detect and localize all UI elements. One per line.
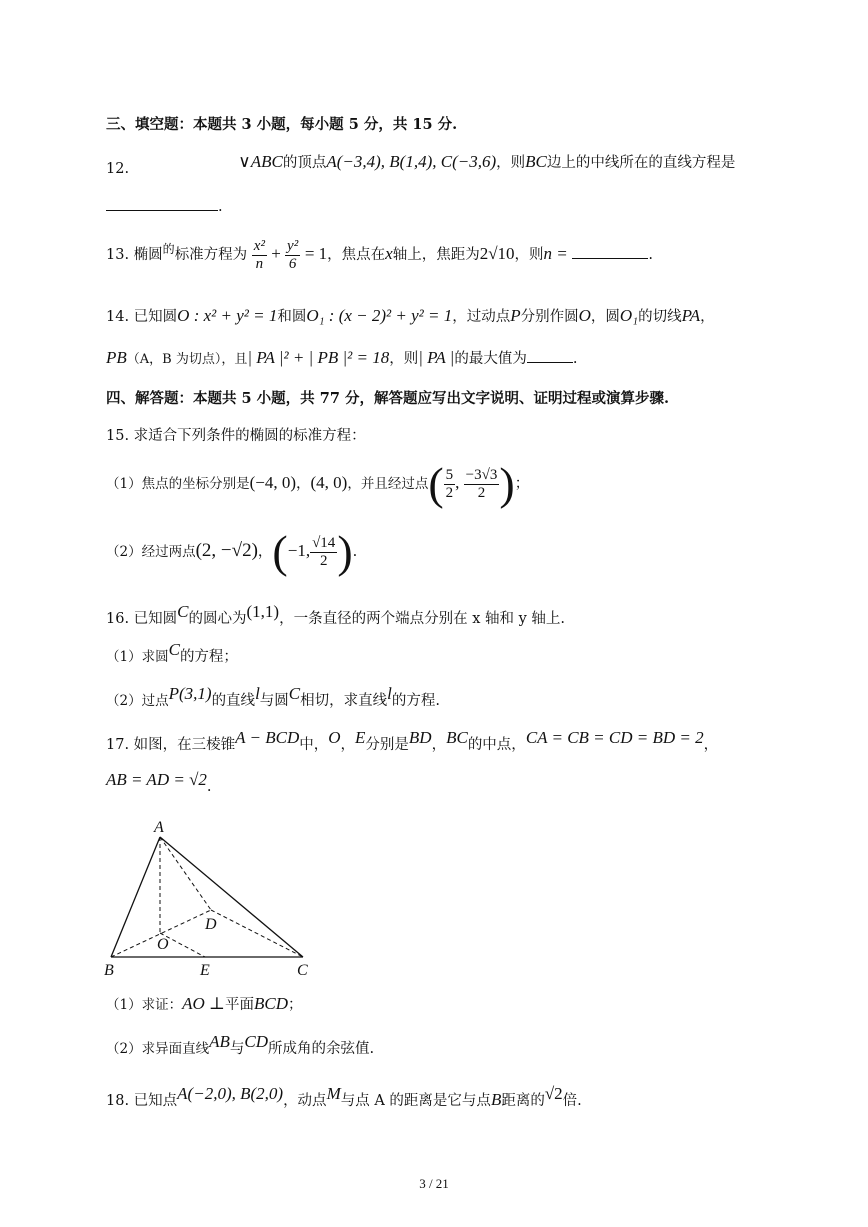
q14-text-4: 分别作圆: [520, 309, 579, 325]
q17-p2-text-a: （2）求异面直线: [106, 1041, 210, 1057]
q17-p2-text-b: 与: [229, 1041, 245, 1057]
q18-text-3: 与点 A 的距离是它与点: [340, 1093, 491, 1109]
q17-p1-end: ；: [288, 997, 303, 1013]
q15-number: 15.: [106, 428, 130, 444]
q16-p1-c: C: [168, 640, 180, 659]
q17-part-2: [106, 1032, 375, 1059]
q15-p1-text-b: ，并且经过点: [347, 476, 429, 492]
q15-p2-text-a: （2）经过两点: [106, 544, 196, 560]
q17-bc: BC: [446, 728, 468, 747]
label-d: D: [205, 916, 217, 933]
q17-cd: CD: [244, 1032, 268, 1051]
q13-focal: 2√10: [479, 244, 515, 263]
q15-focus-2: (4, 0): [310, 473, 348, 492]
q14-pa: PA: [681, 306, 701, 325]
q16-p2-text-a: （2）过点: [106, 693, 169, 709]
q17-p1-bcd: BCD: [254, 994, 288, 1013]
q18-ratio: √2: [544, 1084, 563, 1103]
q17-solid: A − BCD: [235, 728, 300, 747]
q16-part-1: [106, 640, 238, 667]
q16-text-1: 已知圆: [133, 611, 178, 627]
q16-text-3: ，一条直径的两个端点分别在 x 轴和 y 轴上.: [279, 611, 566, 627]
q14-p: P: [510, 306, 521, 325]
edge-cd: [211, 910, 303, 957]
q17-eq-2: AB = AD = √2: [106, 770, 207, 789]
question-17: [106, 728, 719, 755]
q17-text-3: 分别是: [365, 737, 409, 753]
label-e: E: [200, 962, 210, 979]
q12-text-2: ，则: [496, 155, 526, 171]
q15-point-y: $\frac{-3√3}{2}$: [465, 466, 498, 501]
q18-text-1: 已知点: [133, 1093, 178, 1109]
q14-condition: | PA |² + | PB |² = 18: [247, 348, 390, 367]
q17-o: O: [328, 728, 341, 747]
q13-fraction-y: $\frac{\text{y²}}{6}$: [287, 237, 299, 272]
q14-pb: PB: [106, 348, 127, 367]
q12-end: .: [218, 199, 223, 215]
q15-text-1: 求适合下列条件的椭圆的标准方程：: [133, 428, 366, 444]
q18-text-2: ，动点: [283, 1093, 327, 1109]
edge-ab: [111, 837, 160, 957]
label-o: O: [157, 936, 169, 953]
q13-text-5: ，则: [514, 247, 544, 263]
q17-p1-text-a: （1）求证：: [106, 997, 183, 1013]
q14-text-6: 的切线: [638, 309, 682, 325]
q18-m: M: [326, 1084, 341, 1103]
q13-text-4: 轴上，焦距为: [392, 247, 480, 263]
q18-points: A(−2,0), B(2,0): [177, 1084, 284, 1103]
q16-p2-c: C: [288, 684, 301, 703]
q14-text-5: ，圆: [590, 309, 620, 325]
q14-text-1: 已知圆: [133, 309, 178, 325]
q17-ab: AB: [209, 1032, 230, 1051]
question-14: [106, 306, 715, 327]
q16-p2-text-e: 的方程.: [391, 693, 440, 709]
q18-number: 18.: [106, 1093, 130, 1109]
q13-de: 的: [162, 242, 175, 256]
q14-comma: ，: [700, 309, 715, 325]
q14-circle-o: O : x² + y² = 1: [177, 306, 278, 325]
q16-text-2: 的圆心为: [188, 611, 247, 627]
q12-triangle: ∨ABC: [238, 152, 283, 171]
q13-number: 13.: [106, 247, 130, 263]
q18-text-5: 倍.: [562, 1093, 582, 1109]
q13-text-3: ，焦点在: [327, 247, 386, 263]
q14-end: .: [572, 351, 578, 367]
q15-p2-end: .: [352, 544, 358, 560]
q14-o1: O₁: [619, 306, 639, 325]
q12-number: 12.: [106, 161, 130, 177]
q16-p2-text-d: 相切，求直线: [300, 693, 388, 709]
q16-p2-text-c: 与圆: [259, 693, 289, 709]
q17-sep: ，: [340, 737, 356, 753]
q16-c: C: [177, 602, 189, 621]
q17-e: E: [355, 728, 366, 747]
label-b: B: [104, 962, 114, 979]
q15-p1-end: ；: [514, 476, 530, 492]
q16-point: P(3,1): [168, 684, 212, 703]
q14-text-8: ，则: [389, 351, 419, 367]
q15-point-2: (2, −√2): [195, 540, 258, 561]
q13-end: .: [648, 247, 653, 263]
q17-p2-text-c: 所成角的余弦值.: [268, 1041, 375, 1057]
q17-p1-ao: AO ⊥: [182, 994, 225, 1013]
q14-text-7: （A，B 为切点），且: [126, 352, 248, 367]
q16-number: 16.: [106, 611, 130, 627]
q13-equals: = 1: [304, 244, 328, 263]
q16-p1-text: （1）求圆: [106, 649, 169, 665]
q15-focus-1: (−4, 0): [249, 473, 297, 492]
label-c: C: [297, 962, 308, 979]
q15-sep-2: ，: [257, 544, 273, 560]
q17-part-1: [106, 994, 303, 1015]
q16-part-2: [106, 684, 440, 711]
q17-line-2: [106, 770, 212, 797]
page-number: 3 / 21: [419, 1176, 449, 1191]
q18-text-4: 距离的: [501, 1093, 545, 1109]
q12-bc: BC: [525, 152, 547, 171]
q14-o: O: [578, 306, 591, 325]
q13-answer-blank: [572, 244, 648, 259]
q15-part-2: （2）经过两点(2, −√2)，(−1, $\frac{√14}{2}$ ).: [106, 526, 358, 577]
q15-p1-text-a: （1）焦点的坐标分别是: [106, 476, 250, 492]
q13-n: n =: [543, 244, 568, 263]
q12-answer-line: [106, 196, 223, 217]
q16-l-2: l: [387, 684, 392, 703]
q13-text-2: 标准方程为: [174, 247, 248, 263]
q14-answer-blank: [527, 348, 573, 363]
q17-end: .: [206, 779, 212, 795]
q15-sep: ，: [296, 476, 311, 492]
q17-text-1: 如图，在三棱锥: [133, 737, 236, 753]
q14-text-9: 的最大值为: [454, 351, 527, 367]
q17-p1-text-c: 平面: [225, 997, 254, 1013]
q18-b: B: [490, 1090, 502, 1109]
question-13: 13. 椭圆$^的$标准方程为 $\frac{\text{x²}}{n}$ + $\frac{\text{y²}}{6}$ = 1，焦点在x轴上，焦距为2√10，则n = .: [106, 237, 653, 272]
q17-bd: BD: [408, 728, 432, 747]
q16-l: l: [255, 684, 260, 703]
q14-text-2: 和圆: [277, 309, 307, 325]
question-12: [106, 152, 736, 179]
q14-circle-o1: O₁ : (x − 2)² + y² = 1: [306, 306, 453, 325]
q12-text-1: 的顶点: [282, 155, 327, 171]
q17-sep-2: ，: [431, 737, 447, 753]
q17-text-4: 的中点，: [467, 737, 526, 753]
q14-number: 14.: [106, 309, 130, 325]
question-18: [106, 1084, 582, 1111]
q13-fraction-x: $\frac{\text{x²}}{n}$: [253, 237, 265, 272]
q16-p2-text-b: 的直线: [211, 693, 256, 709]
q15-point-x: $\frac{5}{2}$: [445, 466, 454, 501]
edge-ac: [160, 837, 303, 957]
q13-x: x: [385, 244, 393, 263]
q17-text-5: ，: [703, 737, 719, 753]
q14-pa-abs: | PA |: [418, 348, 455, 367]
tetrahedron-figure: [100, 815, 330, 985]
q12-points: A(−3,4), B(1,4), C(−3,6): [326, 152, 497, 171]
section-heading-fill-in: 三、填空题：本题共 3 小题，每小题 5 分，共 15 分.: [106, 116, 458, 133]
section-heading-solve: 四、解答题：本题共 5 小题，共 77 分，解答题应写出文字说明、证明过程或演算步骤.: [106, 390, 670, 407]
question-14-line-2: [106, 348, 577, 370]
q12-answer-blank: [106, 196, 218, 211]
q16-p1-end: 的方程；: [179, 649, 238, 665]
q16-center: (1,1): [246, 602, 280, 621]
q12-text-3: 边上的中线所在的直线方程是: [546, 155, 736, 171]
question-16: [106, 602, 566, 629]
q14-text-3: ，过动点: [452, 309, 511, 325]
q17-text-2: 中，: [299, 737, 329, 753]
question-15: [106, 426, 366, 446]
q17-number: 17.: [106, 737, 130, 753]
q17-equalities: CA = CB = CD = BD = 2: [525, 728, 704, 747]
q15-part-1: （1）焦点的坐标分别是(−4, 0)，(4, 0)，并且经过点( $\frac{5}{2}$ , $\frac{-3√3}{2}$ )；: [106, 458, 530, 509]
label-a: A: [154, 819, 164, 836]
q15-point-3-y: $\frac{√14}{2}$: [312, 534, 336, 569]
q13-text-1: 椭圆: [133, 247, 163, 263]
q15-point-3-x: −1,: [287, 541, 311, 560]
